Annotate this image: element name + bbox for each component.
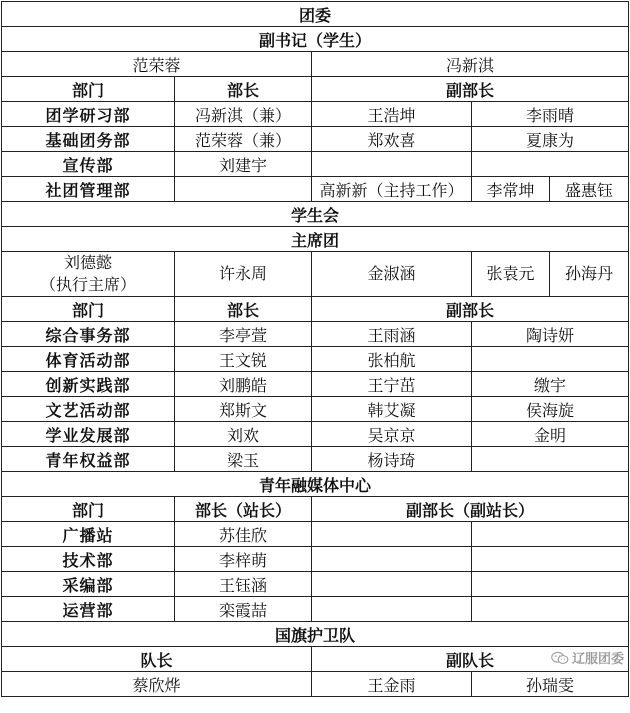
presidium-member: 许永周 (175, 252, 312, 297)
header-deputy: 副部长 (312, 297, 629, 322)
dept-deputy: 陶诗妍 (472, 322, 629, 347)
executive-chair (2, 252, 175, 297)
table-row (2, 322, 629, 347)
presidium-member: 金淑涵 (312, 252, 472, 297)
dept-deputy: 夏康为 (472, 127, 629, 152)
dept-name: 社团管理部 (2, 177, 175, 202)
dept-deputy (472, 447, 629, 472)
dept-head: 梁玉 (175, 447, 312, 472)
dept-name: 体育活动部 (2, 347, 175, 372)
vice-captain-name: 孙瑞雯 (472, 672, 629, 697)
dept-head: 刘建宇 (175, 152, 312, 177)
dept-deputy-empty (312, 152, 472, 177)
dept-deputy: 郑欢喜 (312, 127, 472, 152)
header-dept: 部门 (2, 497, 175, 522)
header-captain: 队长 (2, 647, 312, 672)
table-row (2, 547, 629, 572)
header-vice-captain (312, 647, 629, 672)
dept-deputy-empty (472, 572, 629, 597)
dept-name: 基础团务部 (2, 127, 175, 152)
table-row (2, 177, 629, 202)
table-row (2, 372, 629, 397)
watermark (551, 648, 624, 667)
dept-deputy-empty (312, 572, 472, 597)
deputy-secretary-name: 冯新淇 (312, 52, 629, 77)
presidium-row (2, 252, 629, 297)
dept-head: 栾霞喆 (175, 597, 312, 622)
dept-name: 创新实践部 (2, 372, 175, 397)
section-title-student-union: 学生会 (2, 202, 629, 227)
dept-name: 文艺活动部 (2, 397, 175, 422)
dept-head: 冯新淇（兼） (175, 102, 312, 127)
table-row (2, 522, 629, 547)
deputy-secretary-name: 范荣蓉 (2, 52, 312, 77)
section-title-flag-guard: 国旗护卫队 (2, 622, 629, 647)
dept-head: 李亭萱 (175, 322, 312, 347)
dept-deputy: 金明 (472, 422, 629, 447)
dept-deputy: 缴宇 (472, 372, 629, 397)
deputy-secretary-title: 副书记（学生） (2, 27, 629, 52)
table-row (2, 447, 629, 472)
dept-deputy: 侯海旋 (472, 397, 629, 422)
executive-chair-role: （执行主席） (39, 275, 136, 294)
dept-deputy: 吴京京 (312, 422, 472, 447)
dept-deputy-empty (312, 522, 472, 547)
dept-deputy-empty (312, 547, 472, 572)
table-row (2, 152, 629, 177)
dept-name: 广播站 (2, 522, 175, 547)
header-dept: 部门 (2, 297, 175, 322)
dept-deputy: 王浩坤 (312, 102, 472, 127)
dept-head (175, 177, 312, 202)
table-row (2, 347, 629, 372)
header-vice-captain-label: 副队长 (446, 650, 495, 670)
dept-head: 郑斯文 (175, 397, 312, 422)
table-row (2, 102, 629, 127)
roster-table (1, 1, 629, 697)
dept-name: 宣传部 (2, 152, 175, 177)
dept-deputy-empty (472, 152, 629, 177)
dept-deputy (472, 347, 629, 372)
dept-head: 苏佳欣 (175, 522, 312, 547)
dept-name: 技术部 (2, 547, 175, 572)
header-dept: 部门 (2, 77, 175, 102)
dept-head: 范荣蓉（兼） (175, 127, 312, 152)
presidium-member: 孙海丹 (550, 252, 629, 297)
header-head: 部长（站长） (175, 497, 312, 522)
dept-deputy: 盛惠钰 (550, 177, 629, 202)
dept-name: 采编部 (2, 572, 175, 597)
presidium-member: 张袁元 (472, 252, 550, 297)
dept-deputy-empty (472, 597, 629, 622)
wechat-icon (551, 651, 569, 665)
header-deputy: 副部长 (312, 77, 629, 102)
table-row (2, 572, 629, 597)
table-row (2, 422, 629, 447)
captain-name: 蔡欣烨 (2, 672, 312, 697)
table-row (2, 672, 629, 697)
dept-deputy: 张柏航 (312, 347, 472, 372)
dept-head: 刘鹏皓 (175, 372, 312, 397)
dept-name: 团学研习部 (2, 102, 175, 127)
dept-deputy-empty (312, 597, 472, 622)
dept-head: 王钰涵 (175, 572, 312, 597)
dept-deputy: 李常坤 (472, 177, 550, 202)
dept-deputy: 王雨涵 (312, 322, 472, 347)
table-row (2, 397, 629, 422)
dept-deputy: 王宁茁 (312, 372, 472, 397)
dept-name: 运营部 (2, 597, 175, 622)
dept-head: 刘欢 (175, 422, 312, 447)
dept-name: 综合事务部 (2, 322, 175, 347)
header-deputy: 副部长（副站长） (312, 497, 629, 522)
dept-deputy: 高新新（主持工作） (312, 177, 472, 202)
table-row (2, 127, 629, 152)
header-head: 部长 (175, 297, 312, 322)
section-title-media-center: 青年融媒体中心 (2, 472, 629, 497)
dept-deputy-empty (472, 547, 629, 572)
watermark-text: 辽服团委 (572, 652, 625, 667)
dept-name: 青年权益部 (2, 447, 175, 472)
dept-deputy-empty (472, 522, 629, 547)
table-row (2, 597, 629, 622)
vice-captain-name: 王金雨 (312, 672, 472, 697)
dept-deputy: 李雨晴 (472, 102, 629, 127)
executive-chair-name: 刘德懿 (63, 253, 112, 272)
section-title-tuanwei: 团委 (2, 2, 629, 27)
dept-head: 王文锐 (175, 347, 312, 372)
dept-deputy: 韩艾凝 (312, 397, 472, 422)
dept-name: 学业发展部 (2, 422, 175, 447)
header-head: 部长 (175, 77, 312, 102)
dept-deputy: 杨诗琦 (312, 447, 472, 472)
presidium-title: 主席团 (2, 227, 629, 252)
dept-head: 李梓萌 (175, 547, 312, 572)
